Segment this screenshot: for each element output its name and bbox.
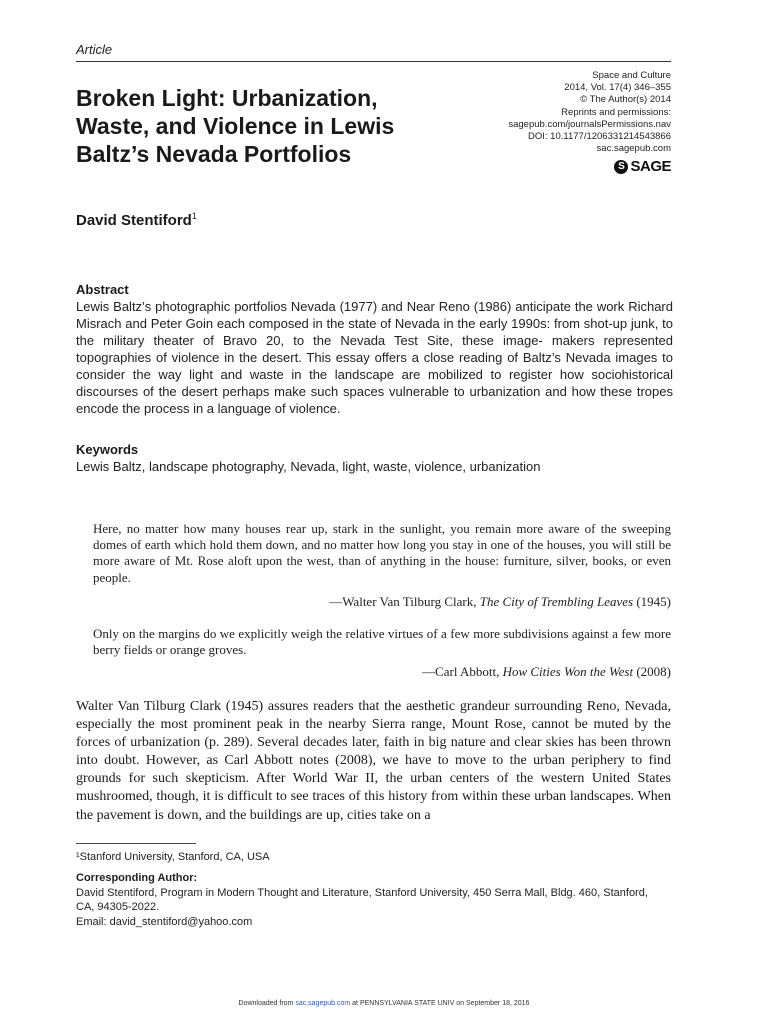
author-affil-mark: 1 (191, 211, 197, 221)
epigraph-line: few more berry fields or orange groves. (93, 626, 671, 658)
download-prefix: Downloaded from (238, 1000, 296, 1007)
abstract-line: urbanization and how these tropes encode the process in a language of violence. (76, 384, 673, 416)
corr-address-line: CA, 94305-2022. (76, 901, 160, 914)
body-line: Nevada, especially the most prominent peak in the nearby Sierra range, Mount Rose, cannot be (76, 699, 672, 733)
permissions-link[interactable]: sagepub.com/journalsPermissions.nav (508, 118, 671, 130)
title-line-1: Broken Light: Urbanization, (76, 85, 378, 111)
download-site-link[interactable]: sac.sagepub.com (295, 1000, 351, 1007)
body-line: these urban landscapes. When the pavement is down, and the buildings are up, cities take on a (76, 789, 671, 823)
attribution-year: (2008) (633, 664, 671, 679)
download-suffix: at PENNSYLVANIA STATE UNIV on September 18, 2016 (350, 1000, 530, 1007)
body-paragraph (76, 698, 671, 825)
journal-site-link[interactable]: sac.sagepub.com (596, 143, 671, 155)
corresponding-author-heading: Corresponding Author: (76, 872, 198, 884)
keywords-list: Lewis Baltz, landscape photography, Nevada, light, waste, violence, urbanization (76, 459, 541, 474)
corr-address-line: David Stentiford, Program in Modern Thought and Literature, Stanford University, 450 Serra Mall, Bldg. 460, Stanford, (76, 887, 648, 899)
body-line: muted by the forces of urbanization (p. 289). Several decades later, faith in big nature and clear (76, 717, 672, 751)
journal-volume: 2014, Vol. 17(4) 346–355 (564, 82, 671, 94)
epigraph-line: furniture, silver, books, or even people. (93, 553, 671, 585)
epigraph-line: Here, no matter how many houses rear up, stark in the sunlight, you remain more aware of the (93, 521, 617, 536)
abstract-line: Richard Misrach and Peter Goin each composed in the state of Nevada in the early 1990s: (76, 299, 673, 331)
body-line: western United States mushroomed, though, it is difficult to see traces of this history from within (76, 771, 671, 805)
author-name (76, 211, 197, 229)
epigraph-line: Only on the margins do we explicitly weigh the relative virtues of a few more subdivisions against a (93, 626, 618, 641)
header-rule (76, 61, 671, 62)
abstract-line: register how sociohistorical discourses of the desert perhaps make such spaces vulnerable to (76, 367, 673, 399)
article-type-label: Article (76, 42, 113, 57)
download-notice (0, 1000, 768, 1007)
affiliation-footnote: ¹Stanford University, Stanford, CA, USA (76, 851, 270, 863)
attribution-author: —Carl Abbott, (422, 664, 503, 679)
journal-info (508, 70, 671, 155)
epigraph-quote (93, 521, 671, 586)
reprints-label: Reprints and permissions: (561, 106, 671, 118)
sage-logo-text: SAGE (630, 158, 671, 175)
abstract-line: makers represented topographies of violence in the desert. This essay offers a close reading (76, 333, 673, 365)
article-title (76, 84, 456, 168)
abstract-line: from shot-up junk, to the military theater of Bravo 20, to the Nevada Test Site, these image- (76, 316, 673, 348)
doi[interactable]: DOI: 10.1177/1206331214543866 (528, 131, 671, 143)
abstract-heading: Abstract (76, 282, 129, 297)
attribution-year: (1945) (633, 594, 671, 609)
epigraph-attribution (329, 594, 671, 610)
sage-logo-icon: S (614, 160, 628, 174)
footnote-rule (76, 843, 196, 844)
journal-name: Space and Culture (592, 70, 671, 81)
attribution-author: —Walter Van Tilburg Clark, (329, 594, 480, 609)
title-line-2: Waste, and Violence in Lewis (76, 113, 395, 139)
keywords-heading: Keywords (76, 442, 139, 457)
body-line: urban periphery to find grounds for such skepticism. After World War II, the urban centers of the (76, 753, 672, 787)
attribution-work: The City of Trembling Leaves (479, 594, 634, 609)
abstract-line: of Baltz’s Nevada images to consider the way light and waste in the landscape are mobilized to (76, 350, 673, 382)
author-name-text: David Stentiford (76, 212, 192, 229)
attribution-work: How Cities Won the West (502, 664, 634, 679)
abstract-text (76, 298, 673, 417)
body-line: skies has been thrown into doubt. However, as Carl Abbott notes (2008), we have to move to the (76, 735, 671, 769)
epigraph-attribution (422, 664, 671, 680)
body-line: Walter Van Tilburg Clark (1945) assures readers that the aesthetic grandeur surrounding Reno, (76, 699, 620, 714)
epigraph-line: sweeping domes of earth which hold them down, and no matter how long you stay in one of the (93, 521, 671, 553)
title-line-3: Baltz’s Nevada Portfolios (76, 141, 352, 167)
copyright: © The Author(s) 2014 (580, 94, 671, 106)
sage-logo (614, 158, 671, 175)
corr-email[interactable]: Email: david_stentiford@yahoo.com (76, 915, 253, 928)
corresponding-author-details (76, 886, 676, 929)
epigraph-quote (93, 626, 671, 658)
epigraph-line: houses, you will still be more aware of Mt. Rose aloft upon the west, than of anything in the house: (93, 537, 672, 569)
abstract-line: Lewis Baltz’s photographic portfolios Nevada (1977) and Near Reno (1986) anticipate the work (76, 299, 625, 314)
